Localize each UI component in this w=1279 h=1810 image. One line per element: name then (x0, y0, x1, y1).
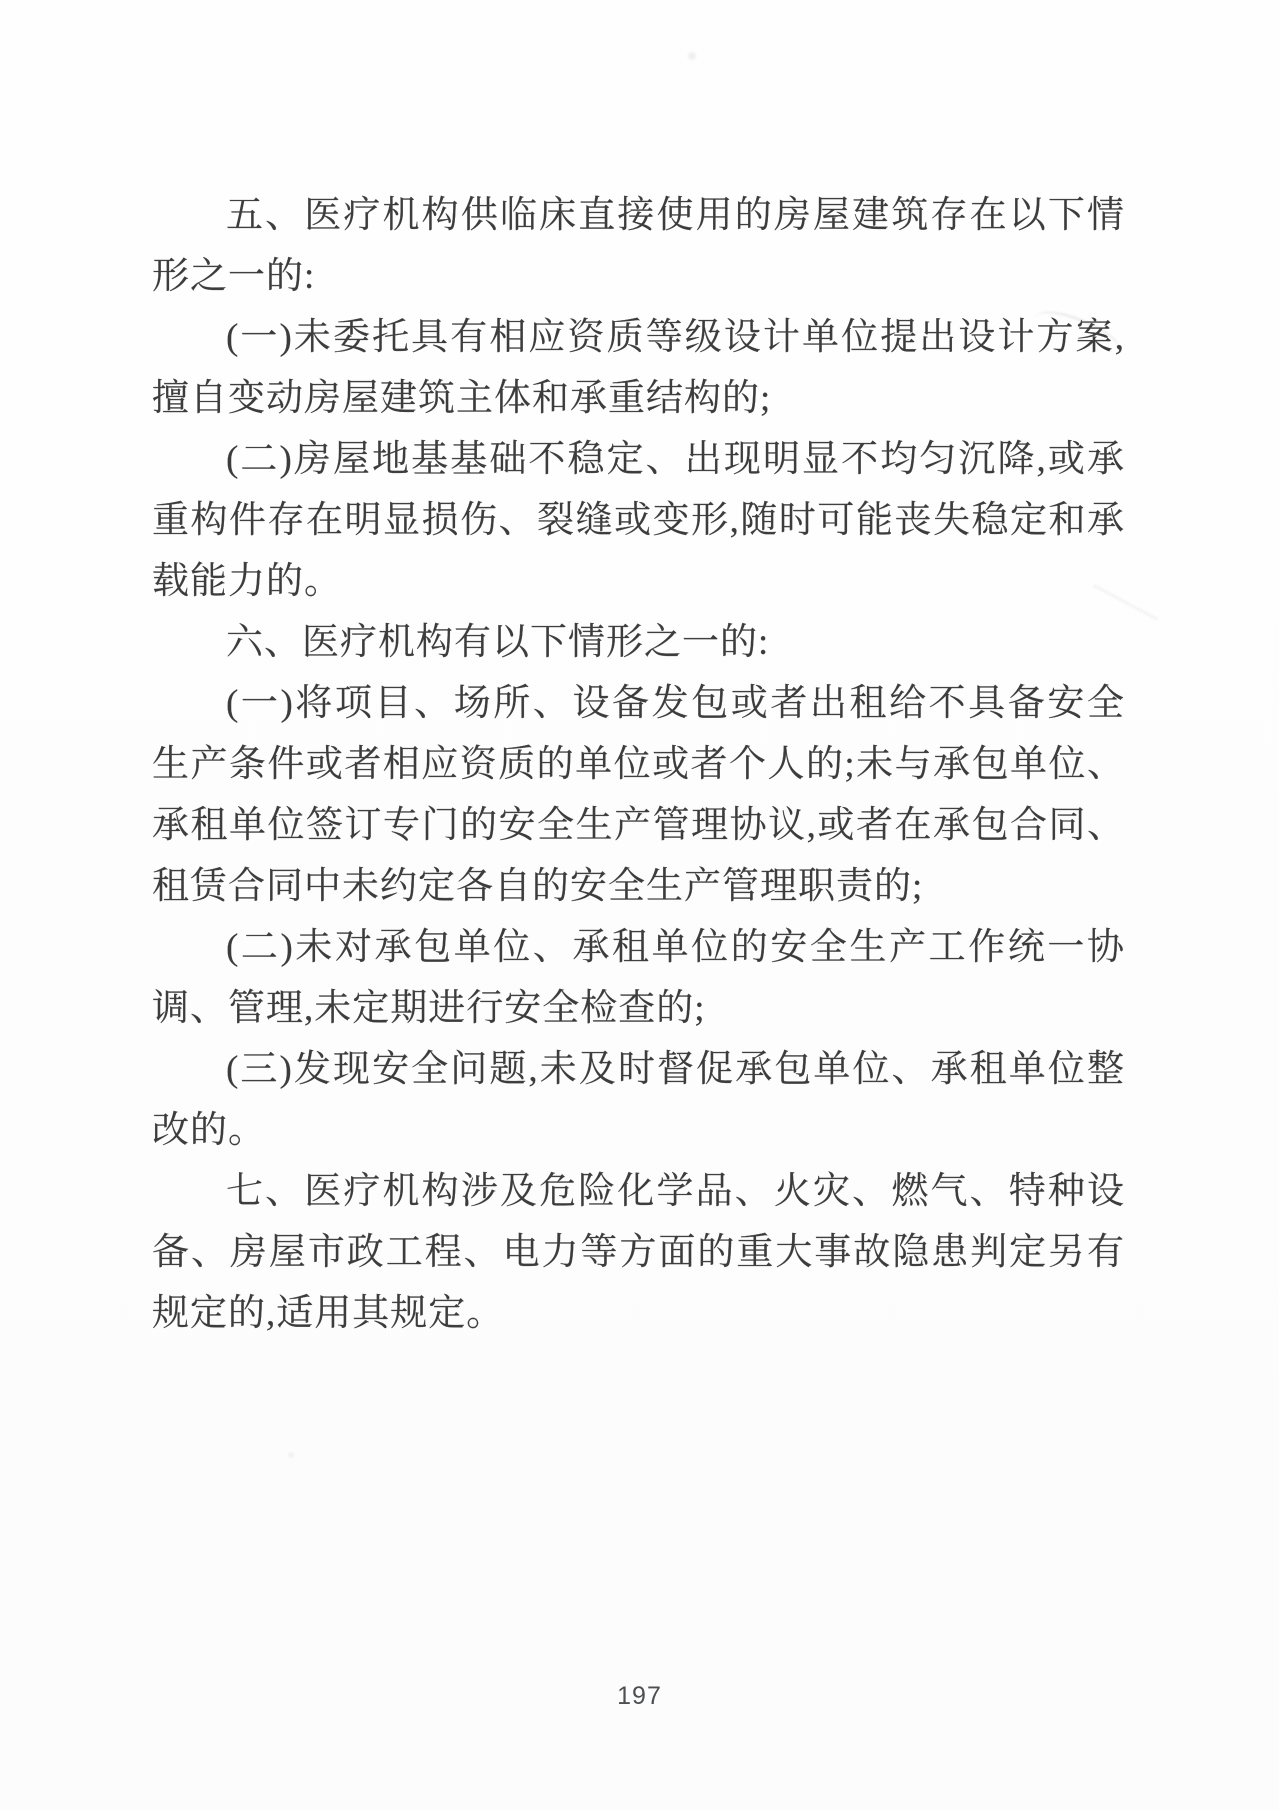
paragraph-item-6-intro: 六、医疗机构有以下情形之一的: (226, 622, 770, 663)
paragraph-item-5-intro: 五、医疗机构供临床直接使用的房屋建筑存在以下情形之一的: (152, 195, 1125, 297)
scan-speck-artifact (288, 1452, 294, 1458)
document-body (152, 185, 1125, 1344)
paragraph-item-6-sub-2: (二)未对承包单位、承租单位的安全生产工作统一协调、管理,未定期进行安全检查的; (152, 927, 1125, 1029)
paragraph-item-7: 七、医疗机构涉及危险化学品、火灾、燃气、特种设备、房屋市政工程、电力等方面的重大事故隐患判定另有规定的,适用其规定。 (152, 1171, 1125, 1334)
paragraph-item-5-sub-2: (二)房屋地基基础不稳定、出现明显不均匀沉降,或承重构件存在明显损伤、裂缝或变形,随时可能丧失稳定和承载能力的。 (152, 439, 1125, 602)
paragraph-item-5-sub-1: (一)未委托具有相应资质等级设计单位提出设计方案,擅自变动房屋建筑主体和承重结构的; (152, 317, 1125, 419)
scan-speck-artifact (688, 52, 696, 60)
paragraph-item-6-sub-3: (三)发现安全问题,未及时督促承包单位、承租单位整改的。 (152, 1049, 1125, 1151)
page-number: 197 (617, 1682, 662, 1710)
paragraph-item-6-sub-1: (一)将项目、场所、设备发包或者出租给不具备安全生产条件或者相应资质的单位或者个人的;未与承包单位、承租单位签订专门的安全生产管理协议,或者在承包合同、租赁合同中未约定各自的安全生产管理职责的; (152, 683, 1125, 907)
